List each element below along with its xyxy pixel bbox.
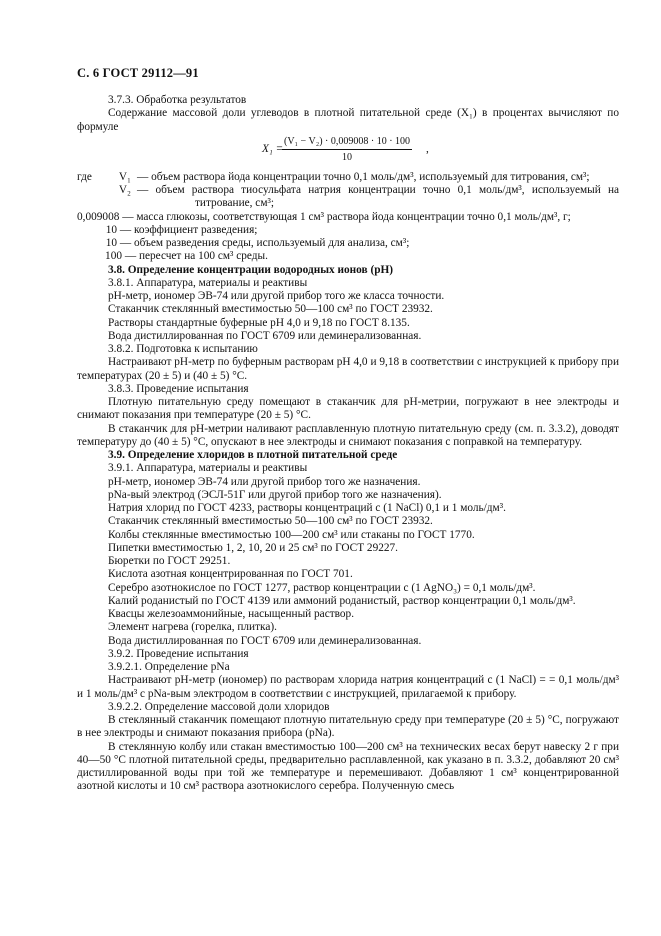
list-item: Серебро азотнокислое по ГОСТ 1277, раствор концентрации c (1 AgNO₃) = 0,1 моль/дм³.	[108, 581, 536, 594]
formula-lhs: X₁ =	[262, 142, 284, 155]
paragraph: Плотную питательную среду помещают в стаканчик для pH-метрии, погружают в нее электроды и снимают показания при температуре (20 ± 5) °С.	[77, 396, 619, 422]
section-3-9-heading: 3.9. Определение хлоридов в плотной питательной среде	[108, 449, 398, 461]
formula-tail: ,	[426, 142, 429, 155]
paragraph: Настраивают pH-метр по буферным растворам pH 4,0 и 9,18 в соответствии с инструкцией к прибору при температурах (20 ± 5) и (40 ± 5) °С.	[77, 356, 619, 382]
list-item: Кислота азотная концентрированная по ГОСТ 701.	[108, 568, 353, 581]
section-3-9-2-1-heading: 3.9.2.1. Определение pNa	[108, 661, 230, 673]
list-item: Колбы стеклянные вместимостью 100—200 см³ или стаканы по ГОСТ 1770.	[108, 528, 475, 541]
list-item: Стаканчик стеклянный вместимостью 50—100 см³ по ГОСТ 23932.	[108, 515, 433, 528]
formula-denominator: 10	[342, 152, 353, 163]
list-item: Натрия хлорид по ГОСТ 4233, растворы концентраций c (1 NaCl) 0,1 и 1 моль/дм³.	[108, 502, 506, 514]
section-3-8-heading: 3.8. Определение концентрации водородных ионов (pH)	[108, 263, 394, 276]
legend-item	[77, 171, 619, 184]
list-item: Бюретки по ГОСТ 29251.	[108, 555, 231, 567]
list-item: Растворы стандартные буферные pH 4,0 и 9,18 по ГОСТ 8.135.	[108, 316, 410, 329]
formula	[77, 135, 619, 167]
paragraph: Настраивают pH-метр (иономер) по растворам хлорида натрия концентраций c (1 NaCl) = = 0,1 моль/дм³ и 1 моль/дм³ с pNa-вым электродом в соответствии с инструкцией, прилагаемой к прибору.	[77, 674, 619, 700]
legend-text: — объем раствора тиосульфата натрия концентрации точно 0,1 моль/дм³, используемый на титрование, см³;	[137, 184, 619, 210]
list-item: Вода дистиллированная по ГОСТ 6709 или деминерализованная.	[108, 329, 422, 342]
legend-text: — объем раствора йода концентрации точно 0,1 моль/дм³, используемый для титрования, см³;	[137, 170, 590, 183]
section-3-8-2-heading: 3.8.2. Подготовка к испытанию	[108, 343, 258, 355]
legend-symbol: 10	[105, 237, 117, 249]
section-3-9-2-2-heading: 3.9.2.2. Определение массовой доли хлоридов	[108, 700, 330, 713]
section-3-8-1-heading: 3.8.1. Аппаратура, материалы и реактивы	[108, 276, 308, 289]
paragraph: В стеклянную колбу или стакан вместимостью 100—200 см³ на технических весах берут навеску 2 г при 40—50 °С плотной питательной среды, предварительно расплавленной, как указано в п. 3.3.2, добавляют 20 см³ дистиллированной воды при той же температуре и перемешивают. Добавляют 1 см³ концентрированной азотной кислоты и 10 см³ раствора азотнокислого серебра. Полученную смесь	[77, 740, 619, 793]
legend-item	[77, 211, 619, 224]
list-item: pNa-вый электрод (ЭСЛ-51Г или другой прибор того же назначения).	[108, 488, 442, 501]
where-label: где	[77, 170, 92, 183]
list-item: Вода дистиллированная по ГОСТ 6709 или деминерализованная.	[108, 634, 422, 647]
legend-item	[77, 250, 619, 263]
legend-symbol: 10	[105, 223, 117, 236]
list-item: Стаканчик стеклянный вместимостью 50—100 см³ по ГОСТ 23932.	[108, 303, 433, 316]
variables-legend	[77, 171, 619, 264]
section-3-8-3-heading: 3.8.3. Проведение испытания	[108, 382, 249, 395]
legend-text: — объем разведения среды, используемый для анализа, см³;	[119, 237, 410, 249]
list-item: Калий роданистый по ГОСТ 4139 или аммоний роданистый, раствор концентрации 0,1 моль/дм³.	[108, 594, 576, 607]
list-item: Пипетки вместимостью 1, 2, 10, 20 и 25 см³ по ГОСТ 29227.	[108, 541, 399, 554]
section-3-9-1-heading: 3.9.1. Аппаратура, материалы и реактивы	[108, 462, 308, 475]
legend-symbol: V₂	[118, 184, 131, 196]
paragraph: В стеклянный стаканчик помещают плотную питательную среду при температуре (20 ± 5) °С, погружают в нее электроды и снимают показания прибора (pNa).	[77, 714, 619, 740]
legend-item	[77, 224, 619, 237]
section-3-7-3-heading: 3.7.3. Обработка результатов	[108, 94, 247, 106]
paragraph: В стаканчик для pH-метрии наливают расплавленную плотную питательную среду (см. п. 3.3.2), доводят температуру до (40 ± 5) °С, опускают в нее электроды и снимают показания с поправкой на температуру.	[77, 422, 619, 448]
legend-symbol: 0,009008	[77, 210, 120, 223]
legend-text: — масса глюкозы, соответствующая 1 см³ раствора йода концентрации точно 0,1 моль/дм³, г;	[122, 210, 571, 223]
list-item: Квасцы железоаммонийные, насыщенный раствор.	[108, 608, 355, 620]
formula-numerator: (V₁ − V₂) · 0,009008 · 10 · 100	[282, 135, 412, 150]
section-3-9-2-heading: 3.9.2. Проведение испытания	[108, 647, 249, 660]
legend-item	[77, 237, 619, 250]
legend-item	[77, 184, 619, 211]
legend-symbol: 100	[105, 250, 122, 263]
paragraph: Содержание массовой доли углеводов в плотной питательной среде (X₁) в процентах вычисляют по формуле	[77, 107, 619, 133]
legend-text: — коэффициент разведения;	[119, 223, 258, 236]
document-body	[77, 94, 619, 794]
list-item: pH-метр, иономер ЭВ-74 или другой прибор того же назначения.	[108, 475, 421, 488]
list-item: Элемент нагрева (горелка, плитка).	[108, 621, 277, 634]
legend-text: — пересчет на 100 см³ среды.	[124, 250, 268, 263]
page-header: С. 6 ГОСТ 29112—91	[77, 66, 199, 80]
legend-symbol: V₁	[118, 170, 131, 183]
list-item: pH-метр, иономер ЭВ-74 или другой прибор того же класса точности.	[108, 290, 445, 302]
formula-fraction	[282, 135, 412, 165]
